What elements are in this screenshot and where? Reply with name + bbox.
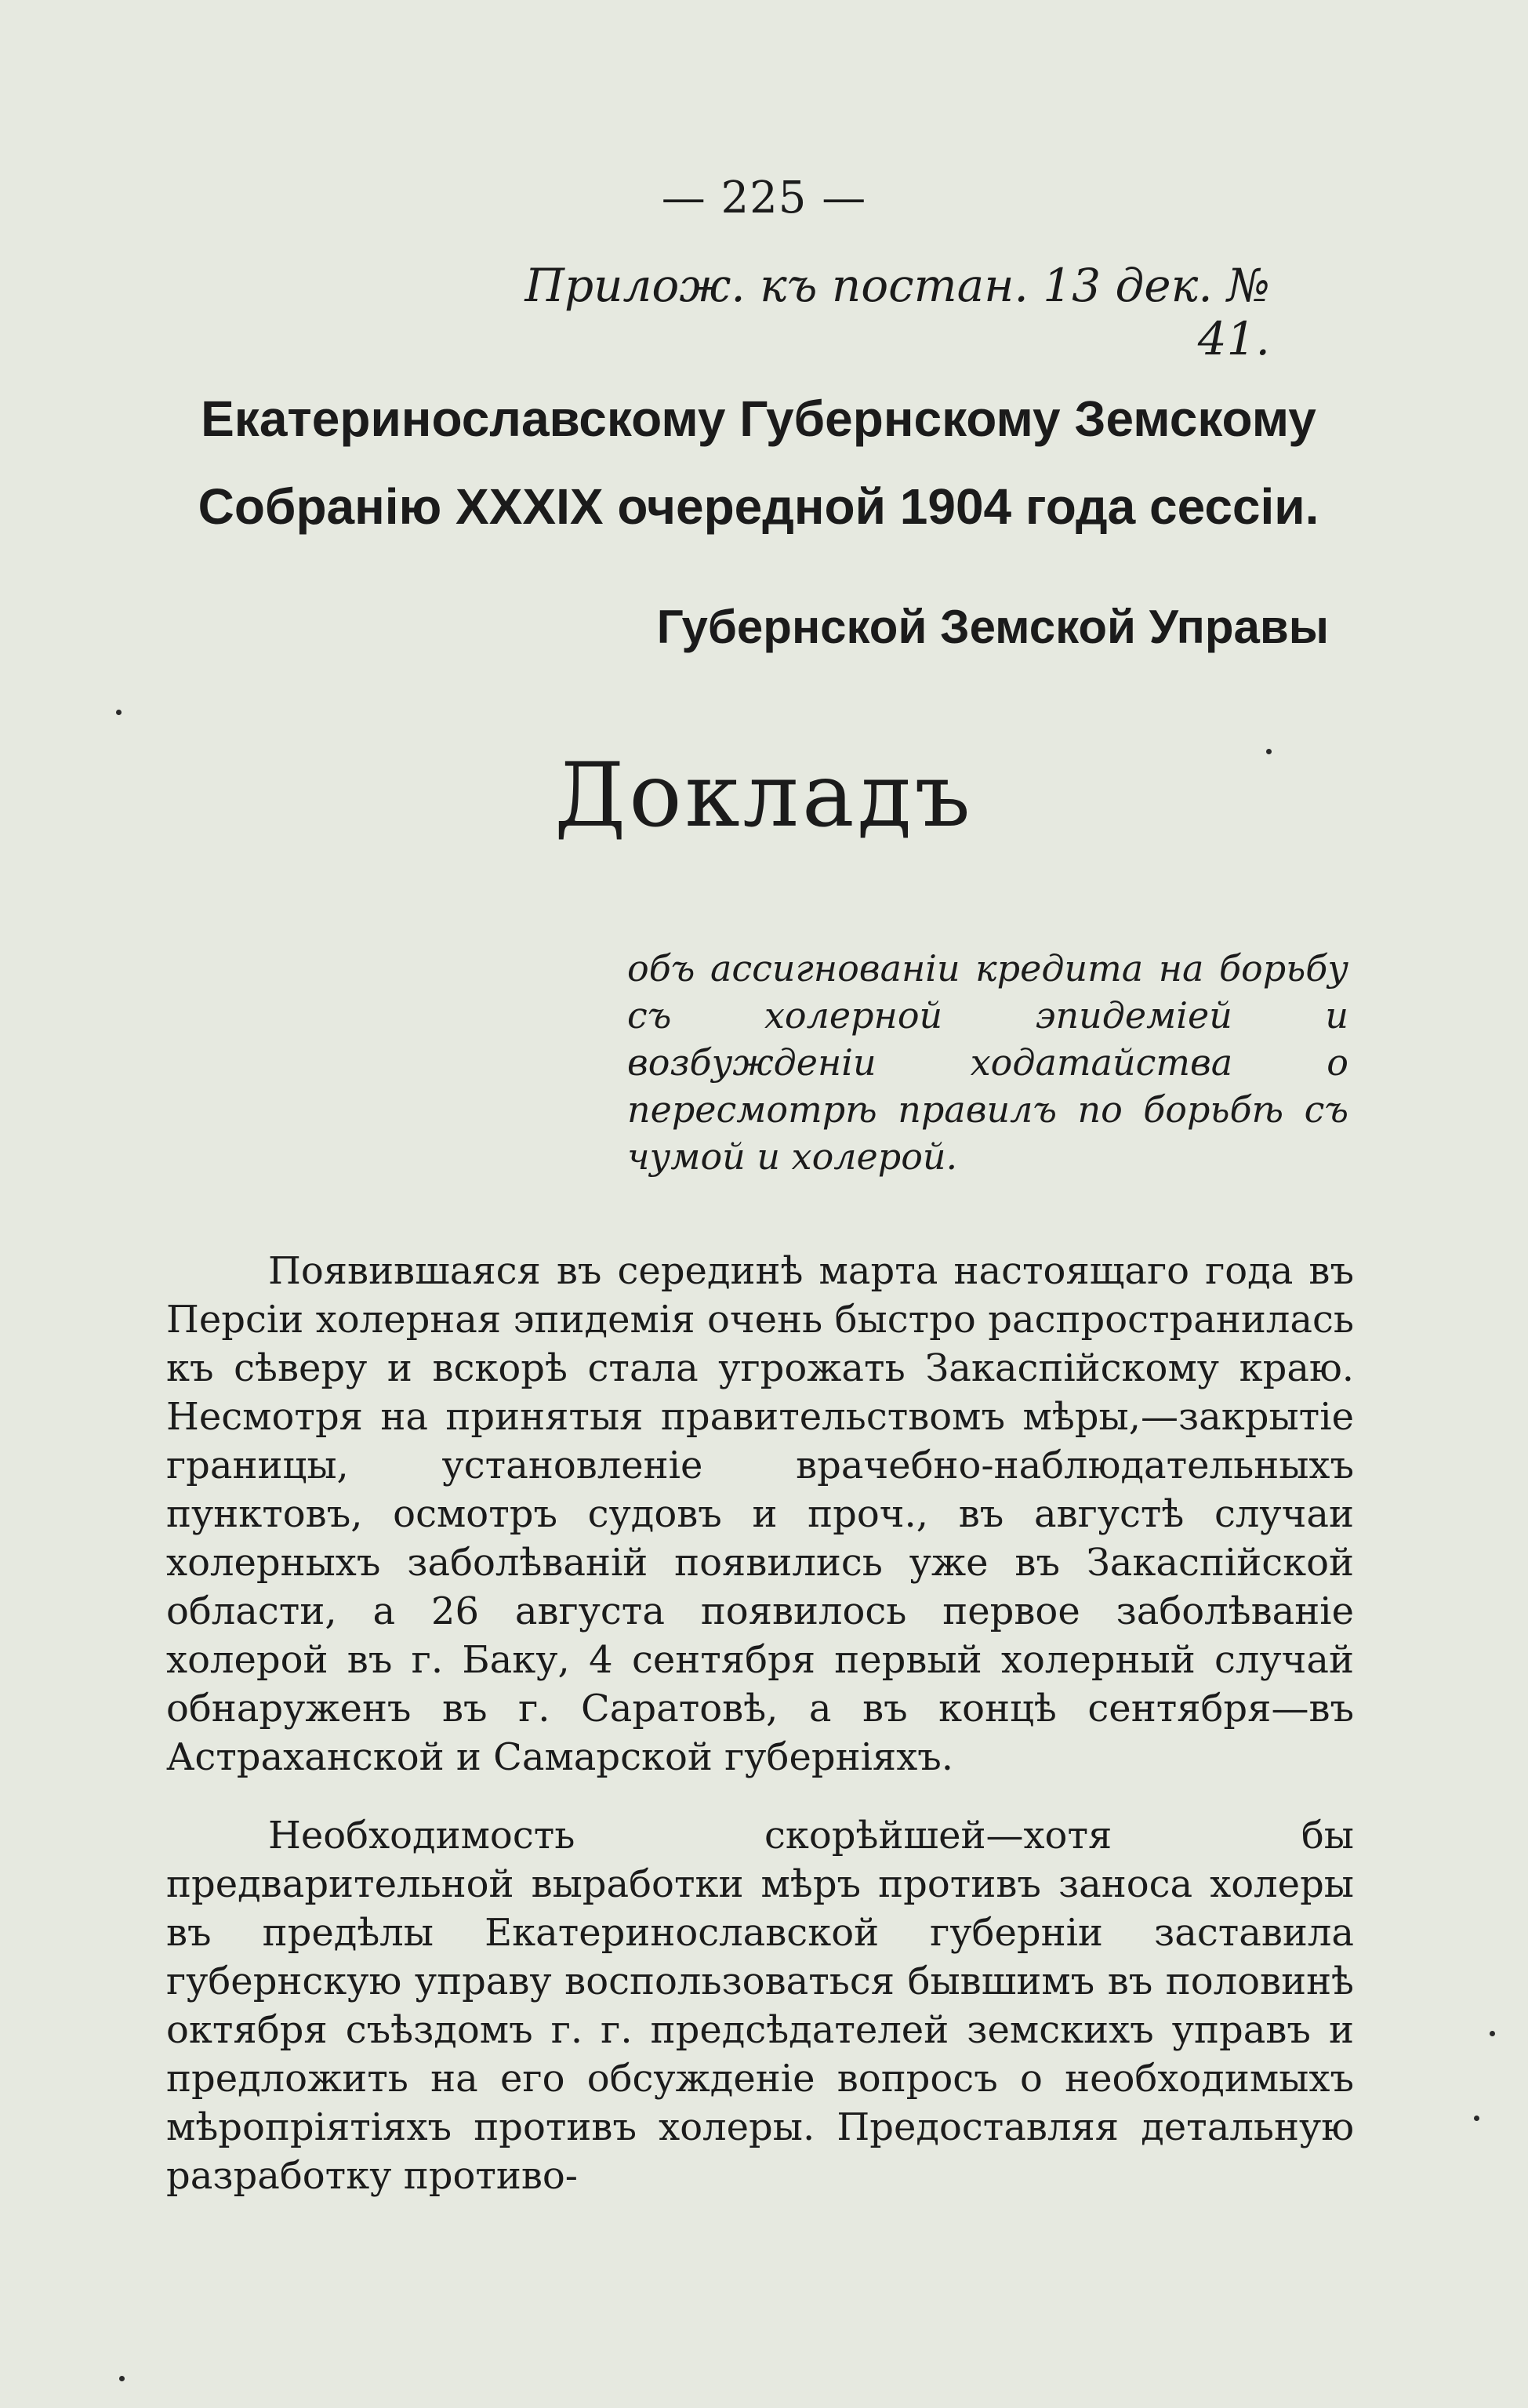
speck bbox=[1266, 749, 1272, 754]
addressee-heading: Екатеринославскому Губернскому Земскому Собранію XXXIX очередной 1904 года сессіи. bbox=[198, 390, 1319, 535]
paragraph-2: Необходимость скорѣйшей—хотя бы предварительной выработки мѣръ противъ заноса холеры въ предѣлы Екатеринославской губерніи заставила губернскую управу воспользоваться бывшимъ въ половинѣ октября съѣздомъ г. г. предсѣдателей земскихъ управъ и предложить на его обсужденіе вопросъ о необходимыхъ мѣропріятіяхъ противъ холеры. Предоставляя детальную разработку противо- bbox=[166, 1814, 1354, 2198]
paragraph-1: Появившаяся въ серединѣ марта настоящаго года въ Персіи холерная эпидемія очень быстро распространилась къ сѣверу и вскорѣ стала угрожать Закаспійскому краю. Несмотря на принятыя правительствомъ мѣры,—закрытіе границы, установленіе врачебно-наблюдательныхъ пунктовъ, осмотръ судовъ и проч., въ августѣ случаи холерныхъ заболѣваній появились уже въ Закаспійской области, а 26 августа появилось первое заболѣваніе холерой въ г. Баку, 4 сентября первый холерный случай обнаруженъ въ г. Саратовѣ, а въ концѣ сентября—въ Астраханской и Самарской губерніяхъ. bbox=[166, 1249, 1354, 1779]
document-title: Докладъ bbox=[554, 745, 974, 847]
subject-line: объ ассигнованіи кредита на борьбу съ холерной эпидеміей и возбужденіи ходатайства о пересмотрѣ правилъ по борьбѣ съ чумой и холерой. bbox=[627, 947, 1348, 1178]
speck bbox=[119, 2376, 125, 2381]
appendix-note: Прилож. къ постан. 13 дек. № 41. bbox=[524, 259, 1270, 365]
speck bbox=[1490, 2031, 1495, 2036]
board-heading: Губернской Земской Управы bbox=[656, 601, 1329, 653]
speck bbox=[1474, 2116, 1479, 2121]
body-text bbox=[166, 1247, 1354, 2230]
page-number: — 225 — bbox=[661, 173, 867, 223]
speck bbox=[116, 710, 122, 715]
